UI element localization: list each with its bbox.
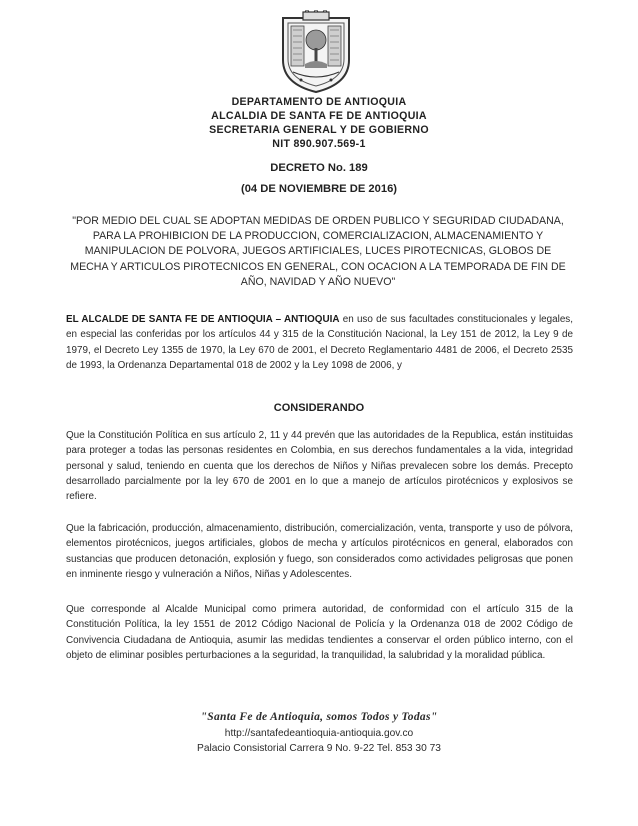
coat-of-arms-icon: [277, 10, 355, 94]
decree-number: DECRETO No. 189: [270, 162, 368, 174]
preamble-text: en uso de sus facultades constitucionales y legales, en especial las conferidas por los artículos 44 y 315 de la Constitución Nacional, la Ley 151 de 2012, la Ley 9 de 1979, el Decreto Ley 1355 de 1970, la Ley 670 de 2001, el Decreto Reglamentario 4481 de 2006, el Decreto 2535 de 1993, la Ordenanza Departamental 018 de 2002 y la Ley 1098 de 2006, y: [66, 314, 573, 371]
considerando-heading: CONSIDERANDO: [273, 402, 365, 414]
preamble: [66, 312, 573, 373]
footer-slogan: "Santa Fe de Antioquia, somos Todos y Todas": [200, 711, 438, 723]
footer-address: Palacio Consistorial Carrera 9 No. 9-22 Tel. 853 30 73: [197, 743, 441, 754]
considerando-paragraph-3: Que corresponde al Alcalde Municipal como primera autoridad, de conformidad con el artículo 315 de la Constitución Política, la ley 1551 de 2012 Código Nacional de Policía y la Ordenanza 018 de 2002 Código de Convivencia Ciudadana de Antioquia, asumir las medidas tendientes a conservar el orden público interno, con el objeto de eliminar posibles perturbaciones a la seguridad, la tranquilidad, la salubridad y la moralidad pública.: [66, 604, 573, 661]
header-mayoralty: ALCALDIA DE SANTA FE DE ANTIOQUIA: [211, 110, 427, 122]
header-nit: NIT 890.907.569-1: [272, 138, 366, 150]
header-department: DEPARTAMENTO DE ANTIOQUIA: [231, 96, 407, 108]
considerando-paragraph-2: Que la fabricación, producción, almacenamiento, distribución, comercialización, venta, transporte y uso de pólvora, elementos pirotécnicos, juegos artificiales, globos de mecha y artículos pirotécnicos en general, elaborados con sustancias que producen detonación, explosión y fuego, son considerados como actividades peligrosas que ponen en inminente riesgo y vulneración a Niños, Niñas y Adolescentes.: [66, 523, 573, 580]
decree-date: (04 DE NOVIEMBRE DE 2016): [240, 183, 398, 195]
preamble-lead: EL ALCALDE DE SANTA FE DE ANTIOQUIA – ANTIOQUIA: [66, 314, 340, 325]
decree-summary: "POR MEDIO DEL CUAL SE ADOPTAN MEDIDAS DE ORDEN PUBLICO Y SEGURIDAD CIUDADANA, PARA LA PROHIBICION DE LA PRODUCCION, COMERCIALIZACION, ALMACENAMIENTO Y MANIPULACION DE POLVORA, JUEGOS ARTIFICIALES, LUCES PIROTECNICAS, GLOBOS DE MECHA Y ARTICULOS PIROTECNICOS EN GENERAL, CON OCACION A LA TEMPORADA DE FIN DE AÑO, NAVIDAD Y AÑO NUEVO": [70, 215, 566, 288]
considerando-paragraph-1: Que la Constitución Política en sus artículo 2, 11 y 44 prevén que las autoridades de la Republica, están instituidas para proteger a todas las personas residentes en Colombia, en sus derechos fundamentales a la vida, integridad personal y salud, teniendo en cuenta que los derechos de Niños y Niñas prevalecen sobre los demás. Precepto desarrollado parcialmente por la ley 670 de 2001 en lo que a manejo de artículos pirotécnicos y explosivos se refiere.: [66, 430, 573, 503]
footer-url[interactable]: http://santafedeantioquia-antioquia.gov.co: [224, 728, 414, 739]
header-secretariat: SECRETARIA GENERAL Y DE GOBIERNO: [209, 124, 429, 136]
